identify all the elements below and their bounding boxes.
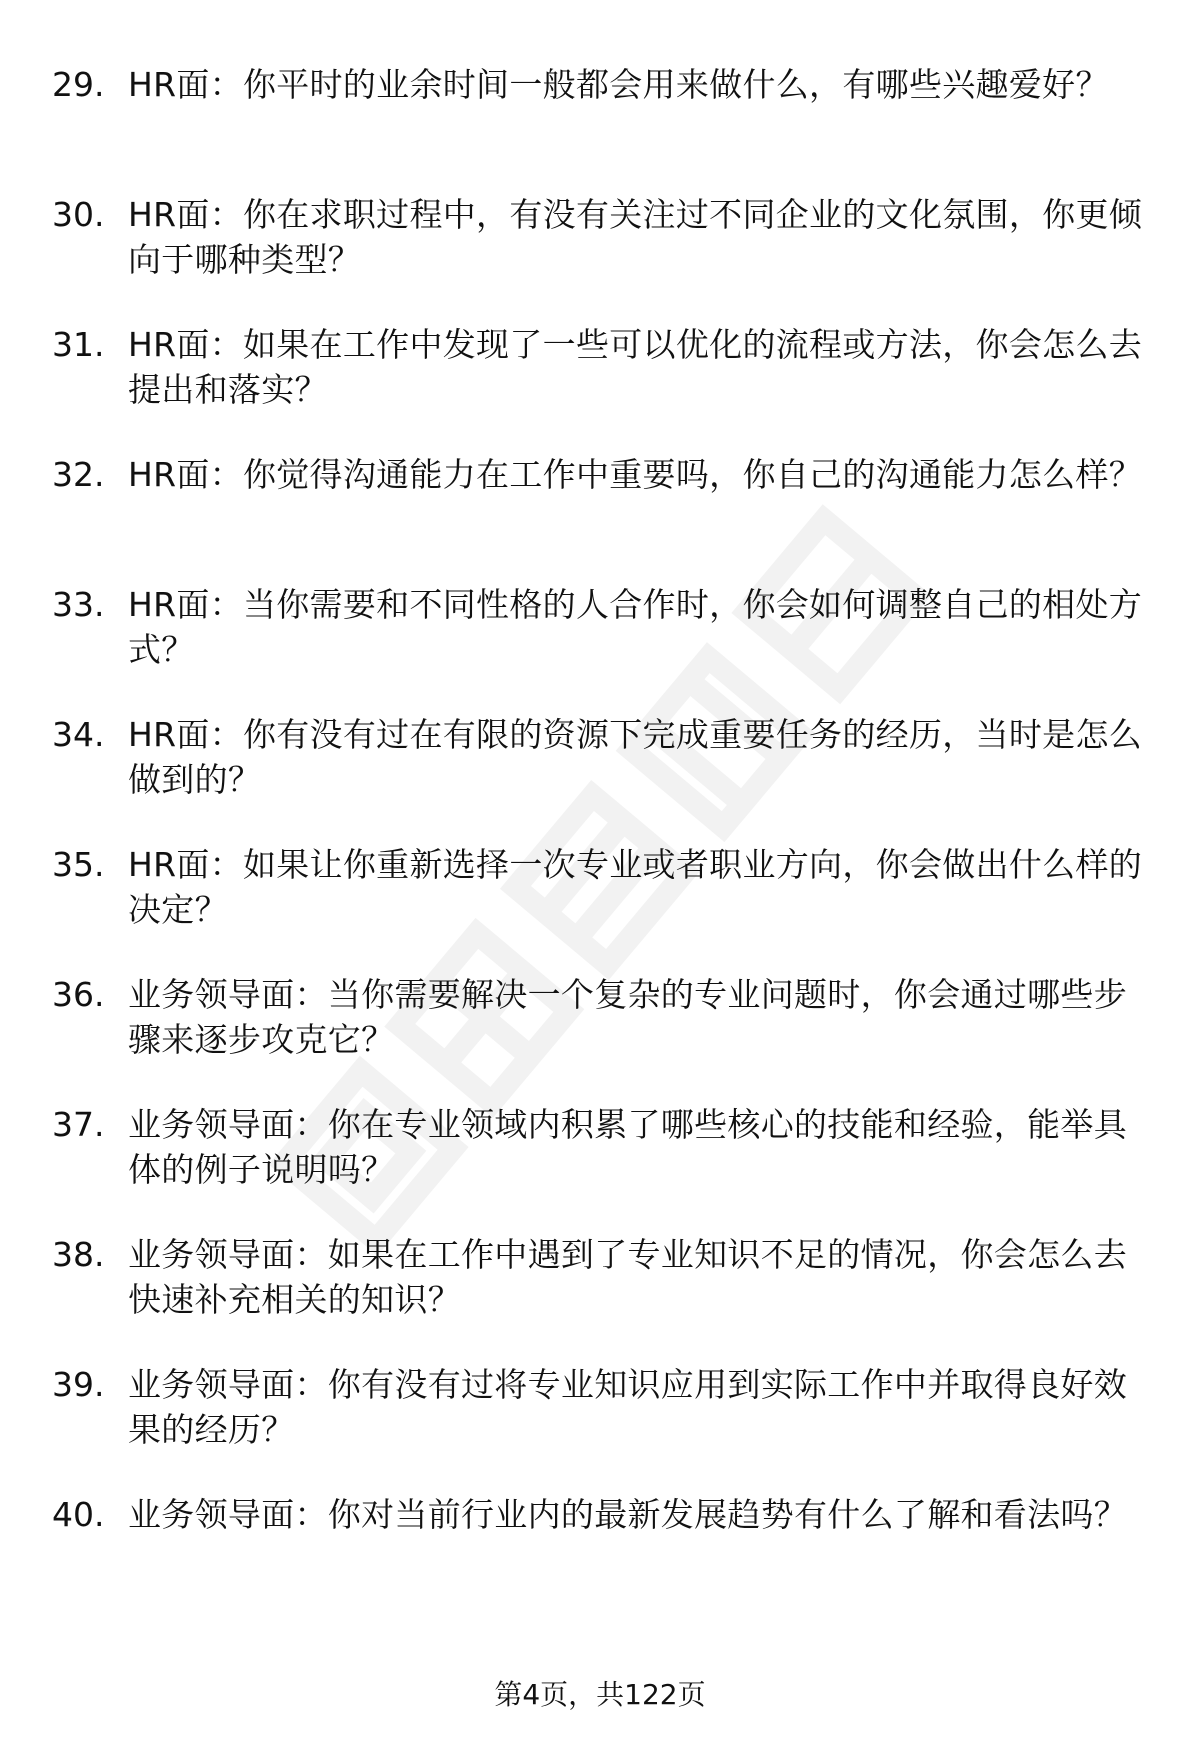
question-item [0, 452, 1200, 582]
question-number: 32. [52, 455, 105, 494]
question-text: 业务领导面：你对当前行业内的最新发展趋势有什么了解和看法吗？ [128, 1495, 1127, 1534]
question-item [0, 712, 1200, 842]
question-text: HR面：你在求职过程中，有没有关注过不同企业的文化氛围，你更倾向于哪种类型？ [128, 195, 1143, 279]
question-number: 37. [52, 1105, 105, 1144]
question-text: HR面：当你需要和不同性格的人合作时，你会如何调整自己的相处方式？ [128, 585, 1143, 669]
question-text: HR面：如果让你重新选择一次专业或者职业方向，你会做出什么样的决定？ [128, 845, 1143, 929]
question-number: 34. [52, 715, 105, 754]
question-item [0, 1492, 1200, 1622]
question-number: 29. [52, 65, 105, 104]
question-number: 36. [52, 975, 105, 1014]
question-number: 35. [52, 845, 105, 884]
question-number: 39. [52, 1365, 105, 1404]
question-text: HR面：你平时的业余时间一般都会用来做什么，有哪些兴趣爱好？ [128, 65, 1109, 104]
page-number: 第4页，共122页 [494, 1678, 706, 1711]
question-item [0, 1232, 1200, 1362]
question-item [0, 192, 1200, 322]
question-item [0, 842, 1200, 972]
question-text: 业务领导面：如果在工作中遇到了专业知识不足的情况，你会怎么去快速补充相关的知识？ [128, 1235, 1127, 1319]
question-number: 33. [52, 585, 105, 624]
question-item [0, 1102, 1200, 1232]
question-number: 40. [52, 1495, 105, 1534]
question-text: HR面：如果在工作中发现了一些可以优化的流程或方法，你会怎么去提出和落实？ [128, 325, 1143, 409]
question-text: HR面：你觉得沟通能力在工作中重要吗，你自己的沟通能力怎么样？ [128, 455, 1143, 494]
question-item [0, 322, 1200, 452]
question-text: 业务领导面：你在专业领域内积累了哪些核心的技能和经验，能举具体的例子说明吗？ [128, 1105, 1127, 1189]
question-text: HR面：你有没有过在有限的资源下完成重要任务的经历，当时是怎么做到的？ [128, 715, 1143, 799]
question-item [0, 1362, 1200, 1492]
question-number: 38. [52, 1235, 105, 1274]
question-item [0, 582, 1200, 712]
question-item [0, 972, 1200, 1102]
question-item [0, 62, 1200, 192]
question-number: 31. [52, 325, 105, 364]
question-text: 业务领导面：当你需要解决一个复杂的专业问题时，你会通过哪些步骤来逐步攻克它？ [128, 975, 1127, 1059]
question-list [0, 62, 1200, 1622]
question-text: 业务领导面：你有没有过将专业知识应用到实际工作中并取得良好效果的经历？ [128, 1365, 1127, 1449]
question-number: 30. [52, 195, 105, 234]
